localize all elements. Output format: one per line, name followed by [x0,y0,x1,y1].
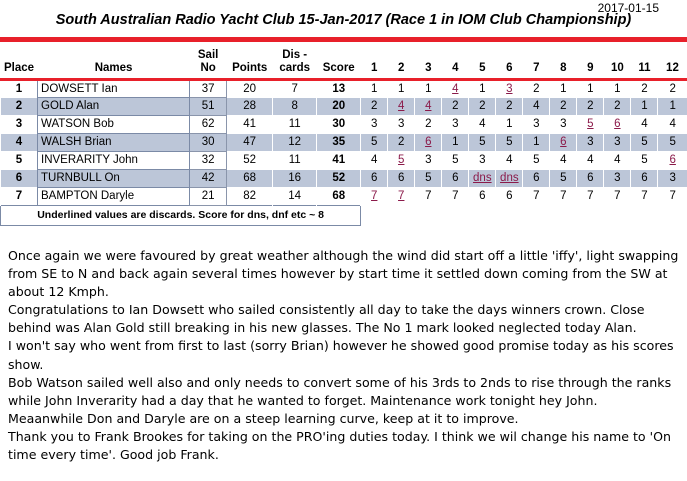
race-result-cell [496,133,523,151]
race-result-cell [577,79,604,97]
header-names: Names [38,42,190,79]
race-result: 5 [425,172,432,184]
race-result: 7 [641,190,648,202]
race-result-cell [388,133,415,151]
race-result-cell [550,187,577,205]
race-result-cell [550,151,577,169]
race-result-cell [577,187,604,205]
race-result-cell [496,169,523,187]
race-result-cell [361,151,388,169]
table-header-row [1,42,687,79]
discards-cell: 12 [273,133,317,151]
race-result-cell [361,169,388,187]
discard-result: 6 [669,154,676,166]
table-row [1,187,687,205]
race-result: 1 [479,82,486,95]
race-result-cell [523,187,550,205]
race-result-cell [469,187,496,205]
header-race-3: 3 [415,42,442,79]
race-result: 4 [641,118,648,130]
race-result-cell [496,115,523,133]
discards-cell: 11 [273,151,317,169]
table-footnote-spacer [361,205,687,225]
race-result-cell [442,133,469,151]
discards-cell: 16 [273,169,317,187]
score-cell: 35 [317,133,361,151]
race-result: 6 [533,172,540,184]
race-result-cell [415,187,442,205]
race-result-cell [442,187,469,205]
points-cell: 52 [227,151,273,169]
race-result: 1 [560,82,567,95]
race-result: 5 [371,136,378,148]
place-cell: 3 [1,115,38,133]
results-table [0,42,687,226]
race-result-cell [631,187,658,205]
discard-result: 4 [452,82,459,95]
race-result-cell [550,79,577,97]
race-result: 1 [371,82,378,95]
race-result: 3 [614,172,621,184]
header-race-9: 9 [577,42,604,79]
discard-result: dns [473,172,492,184]
page-title: South Australian Radio Yacht Club 15-Jan-2017 (Race 1 in IOM Club Championship) [55,12,632,28]
race-result-cell [577,97,604,115]
race-result-cell [496,79,523,97]
race-result-cell [658,97,687,115]
discard-result: 7 [371,190,378,202]
race-result-cell [442,115,469,133]
table-row [1,97,687,115]
points-cell: 68 [227,169,273,187]
race-result-cell [658,133,687,151]
race-result-cell [604,187,631,205]
discard-result: 5 [587,118,594,130]
score-cell: 13 [317,79,361,97]
race-result-cell [577,133,604,151]
race-result-cell [658,151,687,169]
comment-paragraph: Once again we were favoured by great weather although the wind did start off a little 'iffy', light swapping from SE to N and back again several times however by start time it settled down coming from the SW at about 12 Kmph. [8,248,679,300]
comment-paragraph: Meaanwhile Don and Daryle are on a steep learning curve, keep at it to improve. [8,410,519,426]
race-result-cell [361,187,388,205]
race-result-cell [469,79,496,97]
score-cell: 20 [317,97,361,115]
race-result: 2 [398,136,405,148]
race-result: 6 [641,172,648,184]
race-result-cell [604,169,631,187]
race-result: 1 [506,118,513,130]
points-cell: 47 [227,133,273,151]
discard-result: 4 [398,100,405,112]
points-cell: 20 [227,79,273,97]
race-result-cell [442,79,469,97]
table-footnote: Underlined values are discards. Score for dns, dnf etc ~ 8 [1,205,361,225]
comment-paragraph: I won't say who went from first to last (sorry Brian) however he showed good promise today as his scores show. [8,338,674,372]
race-result: 4 [533,100,540,112]
race-result-cell [388,169,415,187]
comment-paragraph: Congratulations to Ian Dowsett who sailed consistently all day to take the days winners crown. Close behind was Alan Gold still breaking in his new glasses. The No 1 mark looked neglected today Alan. [8,302,645,336]
race-result-cell [577,151,604,169]
discard-result: 6 [560,136,567,148]
race-result: 5 [479,136,486,148]
race-result: 4 [669,118,676,130]
race-result: 3 [587,136,594,148]
race-result: 2 [479,100,486,112]
header-place: Place [1,42,38,79]
race-result: 2 [371,100,378,112]
race-result-cell [631,169,658,187]
comment-paragraph: Bob Watson sailed well also and only needs to convert some of his 3rds to 2nds to rise through the ranks while John Inverarity had a day that he wanted to forget. Maintenance work tonight hey John. [8,374,672,408]
race-result-cell [658,169,687,187]
table-row [1,169,687,187]
race-result: 3 [669,172,676,184]
score-cell: 41 [317,151,361,169]
sail-number-cell: 42 [190,169,227,187]
comment-paragraph: Thank you to Frank Brookes for taking on the PRO'ing duties today. I think we wil change his name to 'On time every time'. Good job Frank. [8,428,671,463]
race-result: 6 [398,172,405,184]
header-race-1: 1 [361,42,388,79]
race-result-cell [496,151,523,169]
discard-result: 3 [506,82,513,95]
header-discards [273,42,317,79]
race-result-cell [361,79,388,97]
header-sail-no [190,42,227,79]
race-result: 7 [560,190,567,202]
discard-result: 5 [398,154,405,166]
race-result-cell [469,169,496,187]
discard-result: dns [500,172,519,184]
race-result-cell [550,169,577,187]
race-result: 2 [614,100,621,112]
race-result: 1 [614,82,621,95]
header-race-11: 11 [631,42,658,79]
discards-cell: 14 [273,187,317,205]
race-result-cell [523,97,550,115]
place-cell: 4 [1,133,38,151]
race-result-cell [658,79,687,97]
race-result: 2 [506,100,513,112]
race-result-cell [604,151,631,169]
sailor-name-cell: WALSH Brian [38,133,190,151]
race-result-cell [442,169,469,187]
sail-number-cell: 62 [190,115,227,133]
table-row [1,115,687,133]
race-result-cell [388,79,415,97]
header-race-6: 6 [496,42,523,79]
race-result-cell [496,97,523,115]
race-result: 5 [533,154,540,166]
race-result: 5 [452,154,459,166]
header-race-12: 12 [658,42,687,79]
table-footnote-row [1,205,687,225]
points-cell: 28 [227,97,273,115]
race-result-cell [604,97,631,115]
race-result-cell [577,115,604,133]
discards-cell: 11 [273,115,317,133]
race-result-cell [388,151,415,169]
race-result-cell [415,133,442,151]
race-result: 2 [425,118,432,130]
race-result: 6 [506,190,513,202]
race-result-cell [604,79,631,97]
race-result-cell [442,151,469,169]
race-result-cell [523,169,550,187]
race-result: 2 [641,82,648,95]
race-result: 4 [587,154,594,166]
place-cell: 2 [1,97,38,115]
race-result: 1 [533,136,540,148]
place-cell: 5 [1,151,38,169]
race-result-cell [631,97,658,115]
race-result-cell [388,97,415,115]
discard-result: 4 [425,100,432,112]
discard-result: 6 [425,136,432,148]
race-result-cell [550,133,577,151]
sail-number-cell: 30 [190,133,227,151]
race-result-cell [415,97,442,115]
sailor-name-cell: TURNBULL On [38,169,190,187]
race-result-cell [415,169,442,187]
race-result-cell [523,133,550,151]
race-result-cell [415,115,442,133]
header-race-5: 5 [469,42,496,79]
race-result-cell [604,133,631,151]
score-cell: 52 [317,169,361,187]
discards-cell: 7 [273,79,317,97]
race-result: 2 [533,82,540,95]
header-race-2: 2 [388,42,415,79]
race-result: 5 [669,136,676,148]
race-result: 7 [425,190,432,202]
results-body [1,79,687,225]
sail-number-cell: 21 [190,187,227,205]
place-cell: 1 [1,79,38,97]
race-result-cell [631,151,658,169]
race-result: 5 [506,136,513,148]
discards-cell: 8 [273,97,317,115]
race-result: 5 [641,136,648,148]
race-result: 4 [506,154,513,166]
race-result: 4 [614,154,621,166]
race-result: 7 [452,190,459,202]
header-score: Score [317,42,361,79]
race-result-cell [631,133,658,151]
points-cell: 82 [227,187,273,205]
race-result-cell [496,187,523,205]
header-discards-label: Dis - cards [279,48,311,74]
race-result: 1 [398,82,405,95]
header-race-10: 10 [604,42,631,79]
race-result-cell [388,115,415,133]
race-result: 2 [560,100,567,112]
race-result: 1 [669,100,676,112]
race-result: 5 [560,172,567,184]
sailor-name-cell: WATSON Bob [38,115,190,133]
score-cell: 68 [317,187,361,205]
race-result: 3 [452,118,459,130]
table-row [1,133,687,151]
race-result: 4 [371,154,378,166]
sail-number-cell: 32 [190,151,227,169]
race-result-cell [469,115,496,133]
sailor-name-cell: BAMPTON Daryle [38,187,190,205]
race-result-cell [415,151,442,169]
header-race-7: 7 [523,42,550,79]
table-row [1,79,687,97]
race-result-cell [388,187,415,205]
sail-number-cell: 51 [190,97,227,115]
race-result: 3 [398,118,405,130]
race-result-cell [631,115,658,133]
race-result: 6 [587,172,594,184]
race-result: 7 [614,190,621,202]
discard-result: 7 [398,190,405,202]
race-result-cell [469,151,496,169]
race-result: 5 [641,154,648,166]
race-result: 2 [452,100,459,112]
sailor-name-cell: INVERARITY John [38,151,190,169]
header-points: Points [227,42,273,79]
race-result: 3 [614,136,621,148]
score-cell: 30 [317,115,361,133]
race-result: 1 [641,100,648,112]
race-result: 1 [425,82,432,95]
race-result-cell [658,187,687,205]
race-result: 3 [479,154,486,166]
race-date: 2017-01-15 [597,1,659,15]
race-result: 3 [560,118,567,130]
race-result-cell [523,79,550,97]
race-result: 3 [371,118,378,130]
race-result: 1 [587,82,594,95]
race-result: 1 [452,136,459,148]
discard-result: 6 [614,118,621,130]
race-result: 6 [452,172,459,184]
race-result-cell [442,97,469,115]
race-result-cell [361,133,388,151]
race-result-cell [469,133,496,151]
race-result-cell [550,97,577,115]
race-result-cell [523,151,550,169]
race-result: 7 [533,190,540,202]
header-race-8: 8 [550,42,577,79]
race-result-cell [577,169,604,187]
header-sail-no-label: Sail No [197,48,219,74]
race-result-cell [658,115,687,133]
race-result: 3 [425,154,432,166]
table-row [1,151,687,169]
race-result-cell [523,115,550,133]
place-cell: 7 [1,187,38,205]
race-result: 3 [533,118,540,130]
sailor-name-cell: DOWSETT Ian [38,79,190,97]
race-result: 2 [587,100,594,112]
race-comments [8,247,683,464]
race-result: 4 [479,118,486,130]
race-result: 6 [371,172,378,184]
race-result-cell [361,97,388,115]
race-result-cell [415,79,442,97]
race-result: 2 [669,82,676,95]
race-result-cell [361,115,388,133]
race-result: 6 [479,190,486,202]
sail-number-cell: 37 [190,79,227,97]
race-result-cell [469,97,496,115]
race-result-cell [550,115,577,133]
header-race-4: 4 [442,42,469,79]
race-result: 7 [669,190,676,202]
points-cell: 41 [227,115,273,133]
sailor-name-cell: GOLD Alan [38,97,190,115]
race-result-cell [631,79,658,97]
race-result: 4 [560,154,567,166]
race-result: 7 [587,190,594,202]
place-cell: 6 [1,169,38,187]
race-result-cell [604,115,631,133]
